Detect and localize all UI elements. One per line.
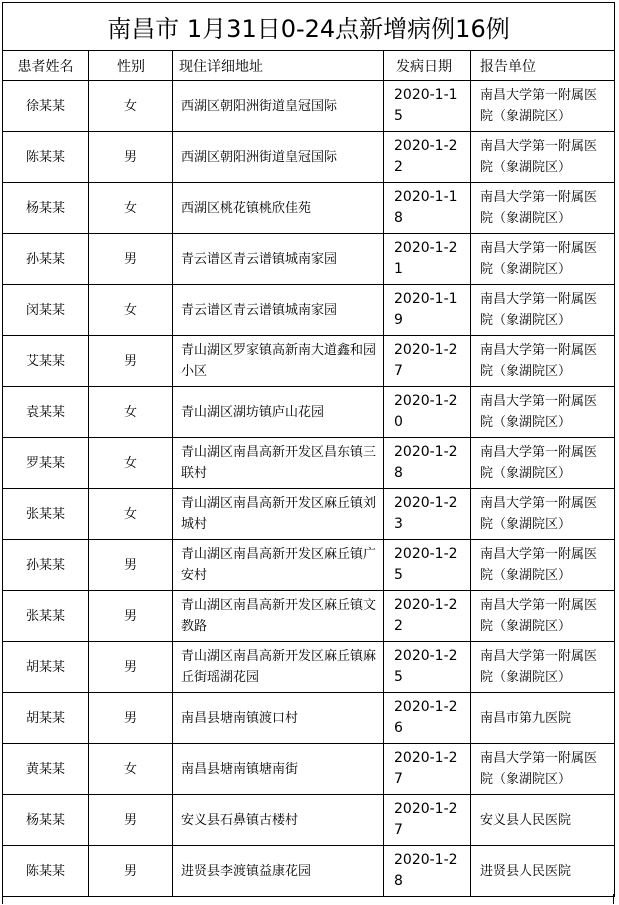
patient-sex: 男 <box>89 693 173 744</box>
onset-date: 2020-1-28 <box>384 846 471 897</box>
reporting-unit: 安义县人民医院 <box>471 795 615 846</box>
onset-date: 2020-1-18 <box>384 183 471 234</box>
patient-sex: 女 <box>89 744 173 795</box>
table-row <box>3 81 615 132</box>
table-row <box>3 336 615 387</box>
table-row <box>3 795 615 846</box>
patient-name: 杨某某 <box>3 795 89 846</box>
patient-address: 青山湖区罗家镇高新南大道鑫和园小区 <box>173 336 384 387</box>
patient-address: 青山湖区湖坊镇庐山花园 <box>173 387 384 438</box>
onset-date: 2020-1-28 <box>384 438 471 489</box>
patient-address: 青山湖区南昌高新开发区麻丘镇广安村 <box>173 540 384 591</box>
header-row <box>3 51 615 81</box>
reporting-unit: 南昌大学第一附属医院（象湖院区） <box>471 132 615 183</box>
patient-address: 西湖区朝阳洲街道皇冠国际 <box>173 132 384 183</box>
table-row <box>3 642 615 693</box>
patient-name: 罗某某 <box>3 438 89 489</box>
header-name: 患者姓名 <box>3 51 89 81</box>
onset-date: 2020-1-27 <box>384 744 471 795</box>
patient-address: 青山湖区南昌高新开发区昌东镇三联村 <box>173 438 384 489</box>
table-row <box>3 132 615 183</box>
table-row <box>3 744 615 795</box>
table-row <box>3 183 615 234</box>
patient-address: 安义县石鼻镇古楼村 <box>173 795 384 846</box>
patient-name: 张某某 <box>3 591 89 642</box>
onset-date: 2020-1-19 <box>384 285 471 336</box>
patient-name: 陈某某 <box>3 132 89 183</box>
patient-name: 闵某某 <box>3 285 89 336</box>
table-row <box>3 693 615 744</box>
table-row <box>3 438 615 489</box>
patient-name: 张某某 <box>3 489 89 540</box>
patient-name: 孙某某 <box>3 540 89 591</box>
onset-date: 2020-1-23 <box>384 489 471 540</box>
reporting-unit: 南昌大学第一附属医院（象湖院区） <box>471 591 615 642</box>
table-row <box>3 489 615 540</box>
patient-sex: 女 <box>89 183 173 234</box>
header-address: 现住详细地址 <box>173 51 384 81</box>
patient-sex: 男 <box>89 642 173 693</box>
reporting-unit: 南昌大学第一附属医院（象湖院区） <box>471 489 615 540</box>
header-sex: 性别 <box>89 51 173 81</box>
reporting-unit: 进贤县人民医院 <box>471 846 615 897</box>
patient-address: 南昌县塘南镇塘南街 <box>173 744 384 795</box>
reporting-unit: 南昌大学第一附属医院（象湖院区） <box>471 438 615 489</box>
patient-address: 南昌县塘南镇渡口村 <box>173 693 384 744</box>
patient-sex: 男 <box>89 846 173 897</box>
table-body <box>3 81 615 897</box>
reporting-unit: 南昌大学第一附属医院（象湖院区） <box>471 387 615 438</box>
patient-address: 青山湖区南昌高新开发区麻丘镇刘城村 <box>173 489 384 540</box>
table-continuation <box>2 894 614 904</box>
onset-date: 2020-1-25 <box>384 642 471 693</box>
table-row <box>3 285 615 336</box>
table-row <box>3 540 615 591</box>
onset-date: 2020-1-20 <box>384 387 471 438</box>
patient-name: 徐某某 <box>3 81 89 132</box>
table-row <box>3 591 615 642</box>
onset-date: 2020-1-21 <box>384 234 471 285</box>
reporting-unit: 南昌大学第一附属医院（象湖院区） <box>471 336 615 387</box>
patient-address: 西湖区朝阳洲街道皇冠国际 <box>173 81 384 132</box>
patient-sex: 男 <box>89 591 173 642</box>
onset-date: 2020-1-22 <box>384 591 471 642</box>
patient-name: 胡某某 <box>3 642 89 693</box>
table-title: 南昌市 1月31日0-24点新增病例16例 <box>3 3 615 51</box>
patient-name: 黄某某 <box>3 744 89 795</box>
onset-date: 2020-1-26 <box>384 693 471 744</box>
table-row <box>3 846 615 897</box>
patient-address: 青云谱区青云谱镇城南家园 <box>173 285 384 336</box>
patient-address: 进贤县李渡镇益康花园 <box>173 846 384 897</box>
patient-address: 青云谱区青云谱镇城南家园 <box>173 234 384 285</box>
patient-sex: 男 <box>89 795 173 846</box>
reporting-unit: 南昌大学第一附属医院（象湖院区） <box>471 285 615 336</box>
patient-sex: 男 <box>89 540 173 591</box>
onset-date: 2020-1-15 <box>384 81 471 132</box>
patient-sex: 女 <box>89 387 173 438</box>
patient-sex: 女 <box>89 81 173 132</box>
header-unit: 报告单位 <box>471 51 615 81</box>
reporting-unit: 南昌大学第一附属医院（象湖院区） <box>471 642 615 693</box>
patient-name: 袁某某 <box>3 387 89 438</box>
case-table <box>2 2 615 897</box>
patient-sex: 女 <box>89 438 173 489</box>
table-row <box>3 387 615 438</box>
patient-name: 孙某某 <box>3 234 89 285</box>
patient-name: 艾某某 <box>3 336 89 387</box>
patient-sex: 男 <box>89 336 173 387</box>
header-date: 发病日期 <box>384 51 471 81</box>
onset-date: 2020-1-27 <box>384 336 471 387</box>
table-row <box>3 234 615 285</box>
patient-sex: 男 <box>89 132 173 183</box>
reporting-unit: 南昌大学第一附属医院（象湖院区） <box>471 744 615 795</box>
onset-date: 2020-1-25 <box>384 540 471 591</box>
patient-address: 青山湖区南昌高新开发区麻丘镇麻丘街瑶湖花园 <box>173 642 384 693</box>
patient-address: 西湖区桃花镇桃欣佳苑 <box>173 183 384 234</box>
patient-sex: 女 <box>89 489 173 540</box>
reporting-unit: 南昌市第九医院 <box>471 693 615 744</box>
patient-sex: 女 <box>89 285 173 336</box>
onset-date: 2020-1-27 <box>384 795 471 846</box>
patient-name: 陈某某 <box>3 846 89 897</box>
reporting-unit: 南昌大学第一附属医院（象湖院区） <box>471 234 615 285</box>
reporting-unit: 南昌大学第一附属医院（象湖院区） <box>471 81 615 132</box>
patient-name: 胡某某 <box>3 693 89 744</box>
patient-name: 杨某某 <box>3 183 89 234</box>
reporting-unit: 南昌大学第一附属医院（象湖院区） <box>471 183 615 234</box>
patient-address: 青山湖区南昌高新开发区麻丘镇文教路 <box>173 591 384 642</box>
patient-sex: 男 <box>89 234 173 285</box>
reporting-unit: 南昌大学第一附属医院（象湖院区） <box>471 540 615 591</box>
onset-date: 2020-1-22 <box>384 132 471 183</box>
